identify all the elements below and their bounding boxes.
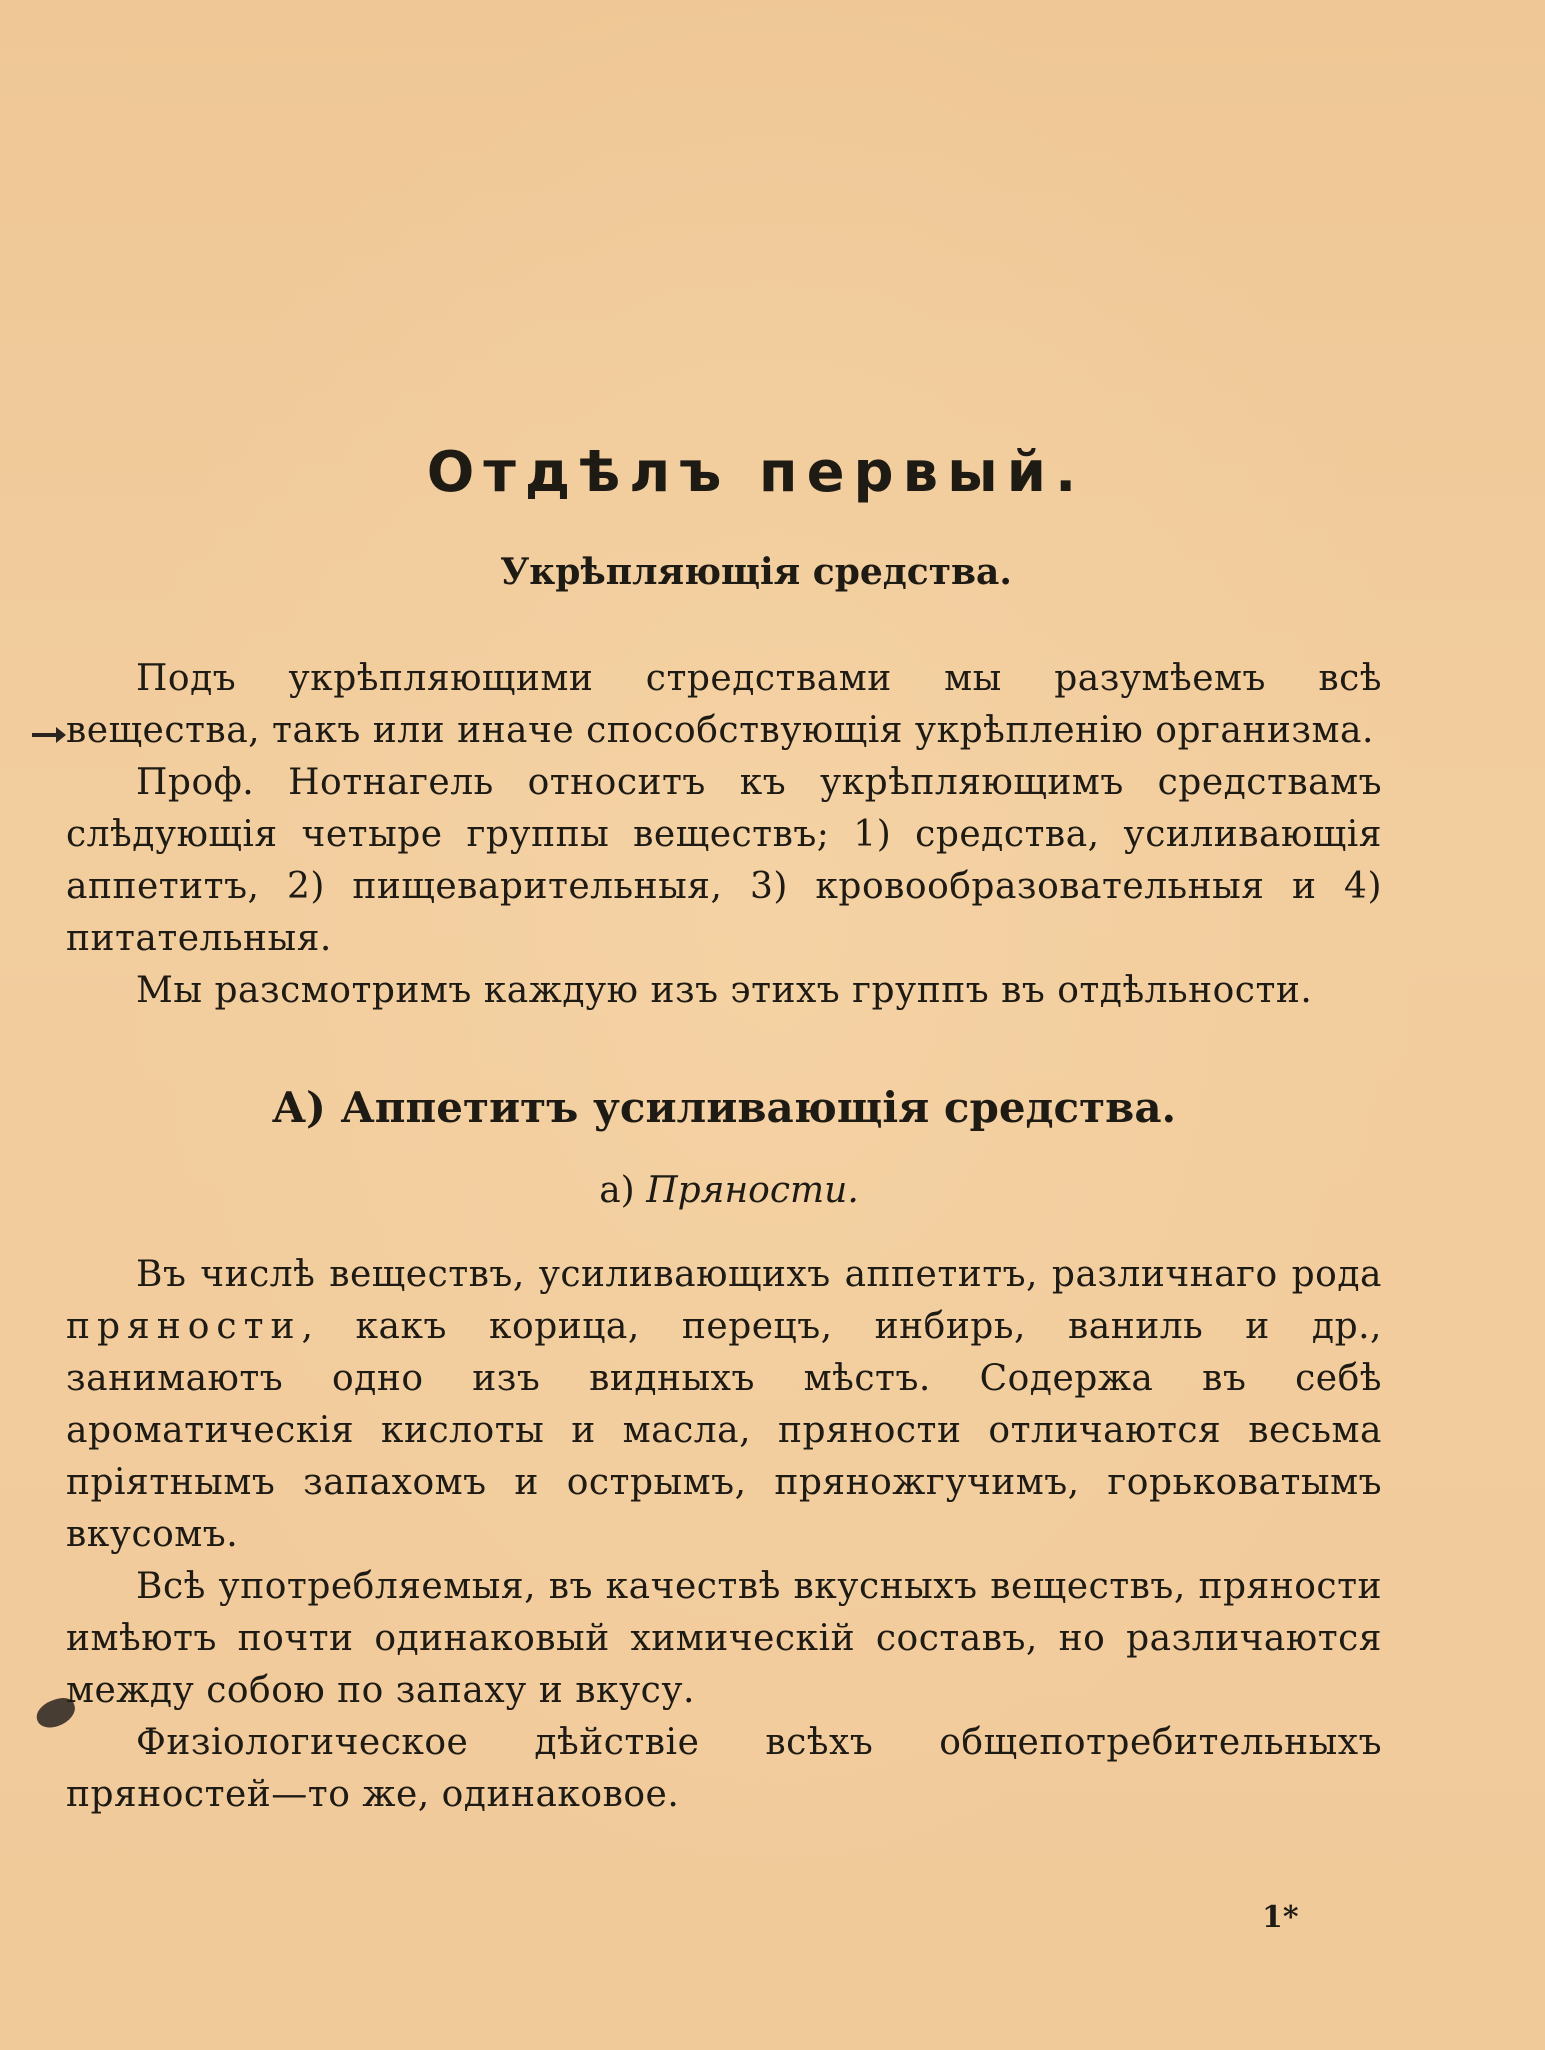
intro-paragraph-1: Подъ укрѣпляющими стредствами мы разумѣемъ всѣ вещества, такъ или иначе способствующія укрѣпленію организма. [66, 658, 1382, 751]
spaced-emphasis-word: пряности [66, 1306, 302, 1347]
spices-paragraph-1-start: Въ числѣ веществъ, усиливающихъ аппетитъ, различнаго рода [136, 1254, 1382, 1295]
subsubsection-name: Пряности. [646, 1170, 859, 1211]
part-title: Отдѣлъ первый. [426, 440, 1086, 505]
intro-paragraph-2: Проф. Нотнагель относитъ къ укрѣпляющимъ средствамъ слѣдующія четыре группы веществъ; 1) средства, усиливающія аппетитъ, 2) пищеварительныя, 3) кровообразовательныя и 4) питательныя. [66, 762, 1382, 959]
page-number: 1* [1262, 1900, 1299, 1935]
subsubsection-title [66, 1170, 1382, 1211]
margin-arrow-mark [32, 733, 58, 737]
spices-paragraph-3: Физіологическое дѣйствіе всѣхъ общепотребительныхъ пряностей—то же, одинаковое. [66, 1722, 1382, 1815]
intro-paragraph-3: Мы разсмотримъ каждую изъ этихъ группъ въ отдѣльности. [136, 970, 1313, 1011]
spices-paragraph-1 [66, 1249, 1382, 1561]
page-content [66, 440, 1382, 1821]
section-title: Укрѣпляющія средства. [500, 551, 1012, 593]
subsection-title: А) Аппетитъ усиливающія средства. [271, 1083, 1177, 1132]
spices-paragraph-2: Всѣ употребляемыя, въ качествѣ вкусныхъ веществъ, пряности имѣютъ почти одинаковый химическій составъ, но различаются между собою по запаху и вкусу. [66, 1566, 1382, 1711]
subsubsection-label: а) [599, 1170, 635, 1211]
spices-paragraph-1-end: , какъ корица, перецъ, инбирь, ваниль и др., занимаютъ одно изъ видныхъ мѣстъ. Содержа въ себѣ ароматическія кислоты и масла, пряности отличаются весьма пріятнымъ запахомъ и острымъ, пряножгучимъ, горьковатымъ вкусомъ. [66, 1306, 1382, 1555]
